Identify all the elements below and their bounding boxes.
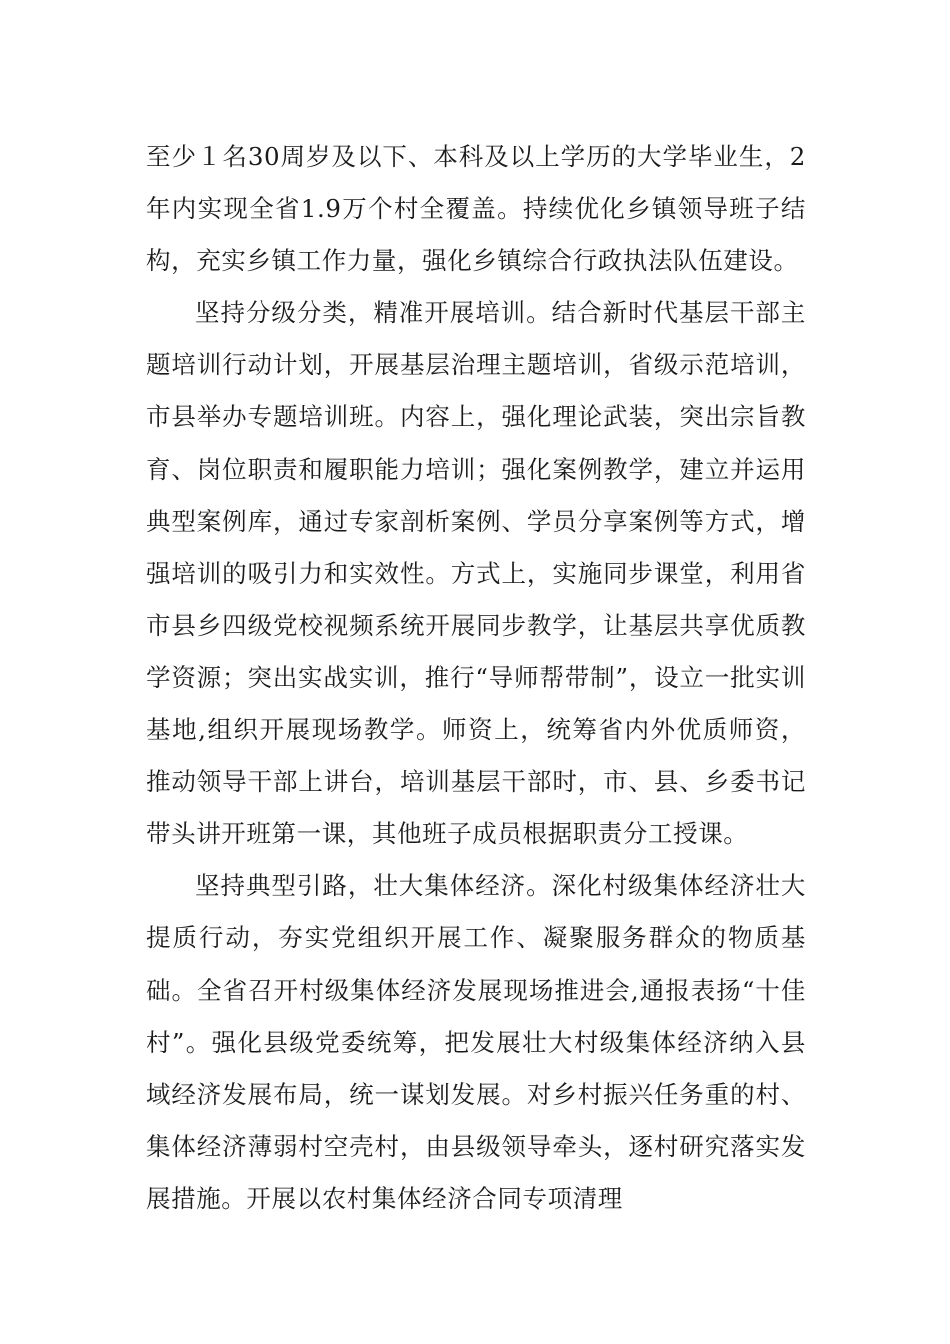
paragraph-collective-economy: 坚持典型引路，壮大集体经济。深化村级集体经济壮大提质行动，夯实党组织开展工作、凝聚服务群众的物质基础。全省召开村级集体经济发展现场推进会,通报表扬“十佳村”。强化县级党委统筹，把发展壮大村级集体经济纳入县域经济发展布局，统一谋划发展。对乡村振兴任务重的村、集体经济薄弱村空壳村，由县级领导牵头，逐村研究落实发展措施。开展以农村集体经济合同专项清理 xyxy=(146,871,806,1213)
paragraph-training: 坚持分级分类，精准开展培训。结合新时代基层干部主题培训行动计划，开展基层治理主题培训，省级示范培训，市县举办专题培训班。内容上，强化理论武装，突出宗旨教育、岗位职责和履职能力培训；强化案例教学，建立并运用典型案例库，通过专家剖析案例、学员分享案例等方式，增强培训的吸引力和实效性。方式上，实施同步课堂，利用省市县乡四级党校视频系统开展同步教学，让基层共享优质教学资源；突出实战实训，推行“导师帮带制”，设立一批实训基地,组织开展现场教学。师资上，统筹省内外优质师资，推动领导干部上讲台，培训基层干部时，市、县、乡委书记带头讲开班第一课，其他班子成员根据职责分工授课。 xyxy=(146,298,806,849)
paragraph-continuation: 至少１名30周岁及以下、本科及以上学历的大学毕业生，2年内实现全省1.9万个村全覆盖。持续优化乡镇领导班子结构，充实乡镇工作力量，强化乡镇综合行政执法队伍建设。 xyxy=(146,142,806,276)
document-body xyxy=(146,131,806,1225)
